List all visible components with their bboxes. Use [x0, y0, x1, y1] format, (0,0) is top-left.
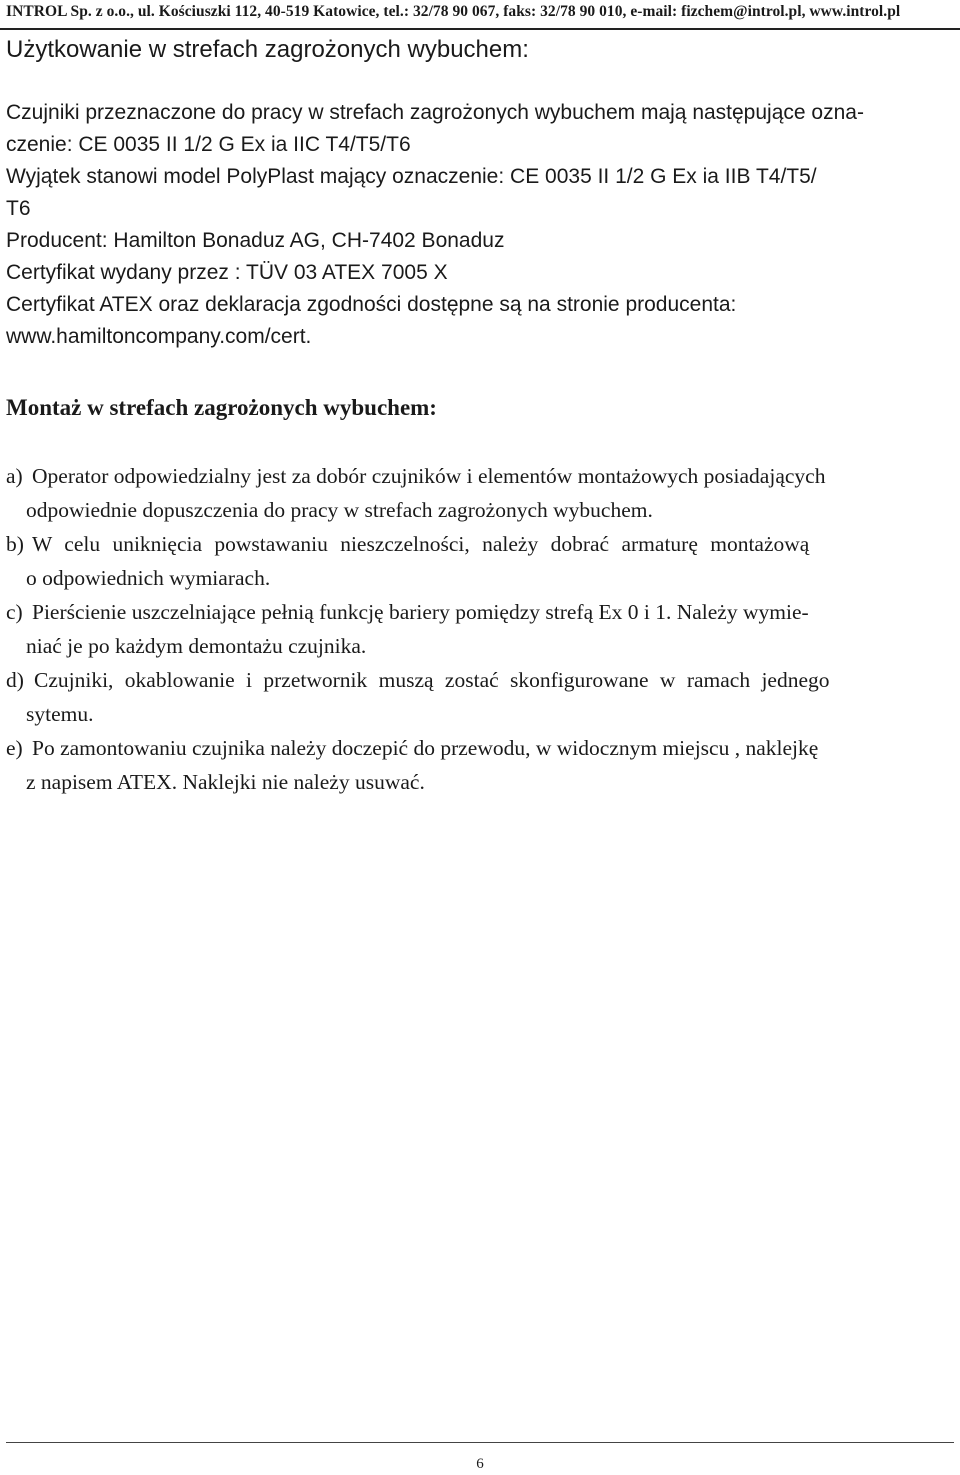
installation-list: [6, 459, 958, 799]
list-marker: c): [6, 600, 23, 624]
page-number: 6: [476, 1456, 484, 1472]
list-marker: e): [6, 736, 23, 760]
section-title-usage: Użytkowanie w strefach zagrożonych wybuchem:: [6, 36, 529, 63]
paragraph-line: Certyfikat ATEX oraz deklaracja zgodności dostępne są na stronie producenta:: [6, 293, 737, 316]
list-item-line: W celu uniknięcia powstawaniu nieszczelności, należy dobrać armaturę montażową: [32, 532, 810, 556]
list-item: [6, 731, 958, 799]
paragraph-line: Producent: Hamilton Bonaduz AG, CH-7402 Bonaduz: [6, 229, 505, 252]
paragraph-line: T6: [6, 197, 31, 220]
list-item-line: z napisem ATEX. Naklejki nie należy usuwać.: [26, 770, 425, 794]
page-header: [0, 0, 960, 30]
paragraph-line: czenie: CE 0035 II 1/2 G Ex ia IIC T4/T5/T6: [6, 133, 411, 156]
list-item: [6, 663, 958, 731]
company-header-text: INTROL Sp. z o.o., ul. Kościuszki 112, 40-519 Katowice, tel.: 32/78 90 067, faks: 32/78 90 010, e-mail: fizchem@introl.pl, www.introl.pl: [6, 3, 901, 20]
list-item-line: Czujniki, okablowanie i przetwornik muszą zostać skonfigurowane w ramach jednego: [34, 668, 830, 692]
list-item: [6, 527, 958, 595]
list-item-line: o odpowiednich wymiarach.: [26, 566, 271, 590]
paragraph-line: Wyjątek stanowi model PolyPlast mający oznaczenie: CE 0035 II 1/2 G Ex ia IIB T4/T5/: [6, 165, 817, 188]
list-item: [6, 595, 958, 663]
list-marker: a): [6, 464, 23, 488]
usage-paragraph: [6, 97, 956, 353]
list-marker: b): [6, 532, 24, 556]
paragraph-line: Czujniki przeznaczone do pracy w strefach zagrożonych wybuchem mają następujące ozna-: [6, 101, 864, 124]
list-item-line: Operator odpowiedzialny jest za dobór czujników i elementów montażowych posiadających: [32, 464, 826, 488]
list-item: [6, 459, 958, 527]
paragraph-line: Certyfikat wydany przez : TÜV 03 ATEX 7005 X: [6, 261, 448, 284]
footer-divider: [6, 1442, 954, 1443]
certificate-url-text: www.hamiltoncompany.com/cert.: [6, 325, 312, 348]
list-item-line: Pierścienie uszczelniające pełnią funkcję bariery pomiędzy strefą Ex 0 i 1. Należy wymie-: [32, 600, 809, 624]
list-item-line: odpowiednie dopuszczenia do pracy w strefach zagrożonych wybuchem.: [26, 498, 653, 522]
section-title-installation: Montaż w strefach zagrożonych wybuchem:: [6, 395, 437, 420]
list-item-line: niać je po każdym demontażu czujnika.: [26, 634, 367, 658]
list-item-line: sytemu.: [26, 702, 94, 726]
list-item-line: Po zamontowaniu czujnika należy doczepić do przewodu, w widocznym miejscu , naklejkę: [32, 736, 819, 760]
list-marker: d): [6, 668, 24, 692]
